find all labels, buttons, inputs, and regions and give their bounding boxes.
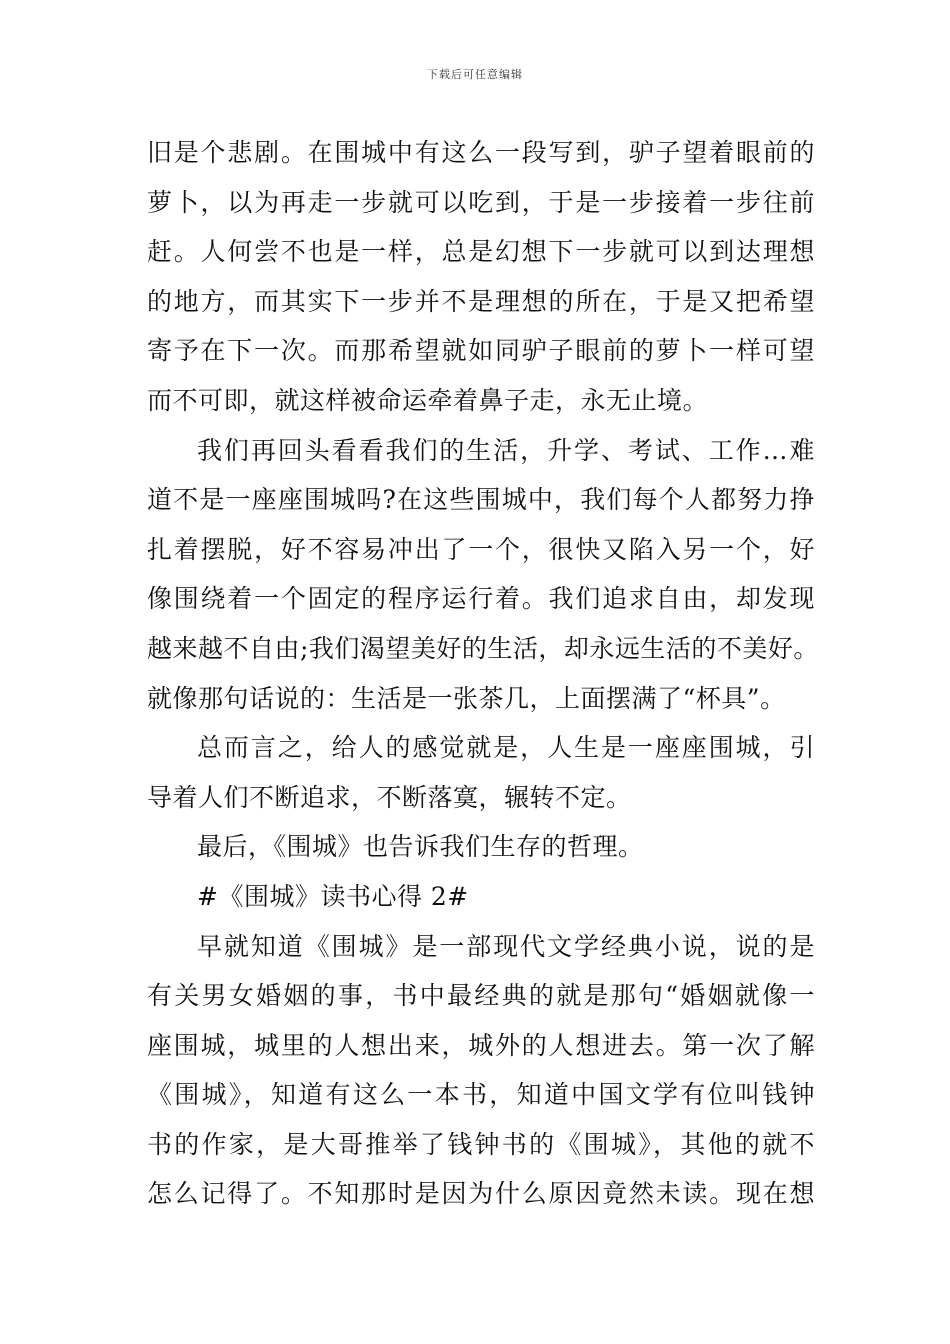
text-line: 道不是一座座围城吗?在这些围城中，我们每个人都努力挣	[147, 485, 815, 515]
text-line: 《围城》，知道有这么一本书，知道中国文学有位叫钱钟	[147, 1080, 815, 1110]
text-line: 座围城，城里的人想出来，城外的人想进去。第一次了解	[147, 1030, 815, 1060]
text-line: 而不可即，就这样被命运牵着鼻子走，永无止境。	[147, 385, 709, 415]
text-line: 就像那句话说的：生活是一张茶几，上面摆满了“杯具”。	[147, 683, 786, 713]
text-line: 萝卜，以为再走一步就可以吃到，于是一步接着一步往前	[147, 187, 815, 217]
text-line: 书的作家，是大哥推举了钱钟书的《围城》，其他的就不	[147, 1129, 815, 1159]
text-line: 越来越不自由;我们渴望美好的生活，却永远生活的不美好。	[147, 633, 819, 663]
text-line: 导着人们不断追求，不断落寞，辗转不定。	[147, 782, 632, 812]
page-header: 下载后可任意编辑	[427, 68, 523, 81]
text-line: 我们再回头看看我们的生活，升学、考试、工作…难	[197, 435, 815, 465]
text-line: 怎么记得了。不知那时是因为什么原因竟然未读。现在想	[147, 1179, 815, 1209]
text-line: 有关男女婚姻的事，书中最经典的就是那句“婚姻就像一	[147, 981, 815, 1011]
text-line: 早就知道《围城》是一部现代文学经典小说，说的是	[197, 931, 815, 961]
text-line: 赶。人何尝不也是一样，总是幻想下一步就可以到达理想	[147, 237, 815, 267]
text-line: 像围绕着一个固定的程序运行着。我们追求自由，却发现	[147, 584, 815, 614]
text-line: 扎着摆脱，好不容易冲出了一个，很快又陷入另一个，好	[147, 534, 815, 564]
document-body	[147, 128, 819, 1219]
text-line: 寄予在下一次。而那希望就如同驴子眼前的萝卜一样可望	[147, 336, 815, 366]
text-line: 最后，《围城》也告诉我们生存的哲理。	[197, 832, 644, 862]
text-line: 的地方，而其实下一步并不是理想的所在，于是又把希望	[147, 286, 815, 316]
text-line: 旧是个悲剧。在围城中有这么一段写到，驴子望着眼前的	[147, 138, 815, 167]
text-line: 总而言之，给人的感觉就是，人生是一座座围城，引	[197, 733, 815, 763]
text-line: #《围城》读书心得 2#	[197, 881, 469, 911]
